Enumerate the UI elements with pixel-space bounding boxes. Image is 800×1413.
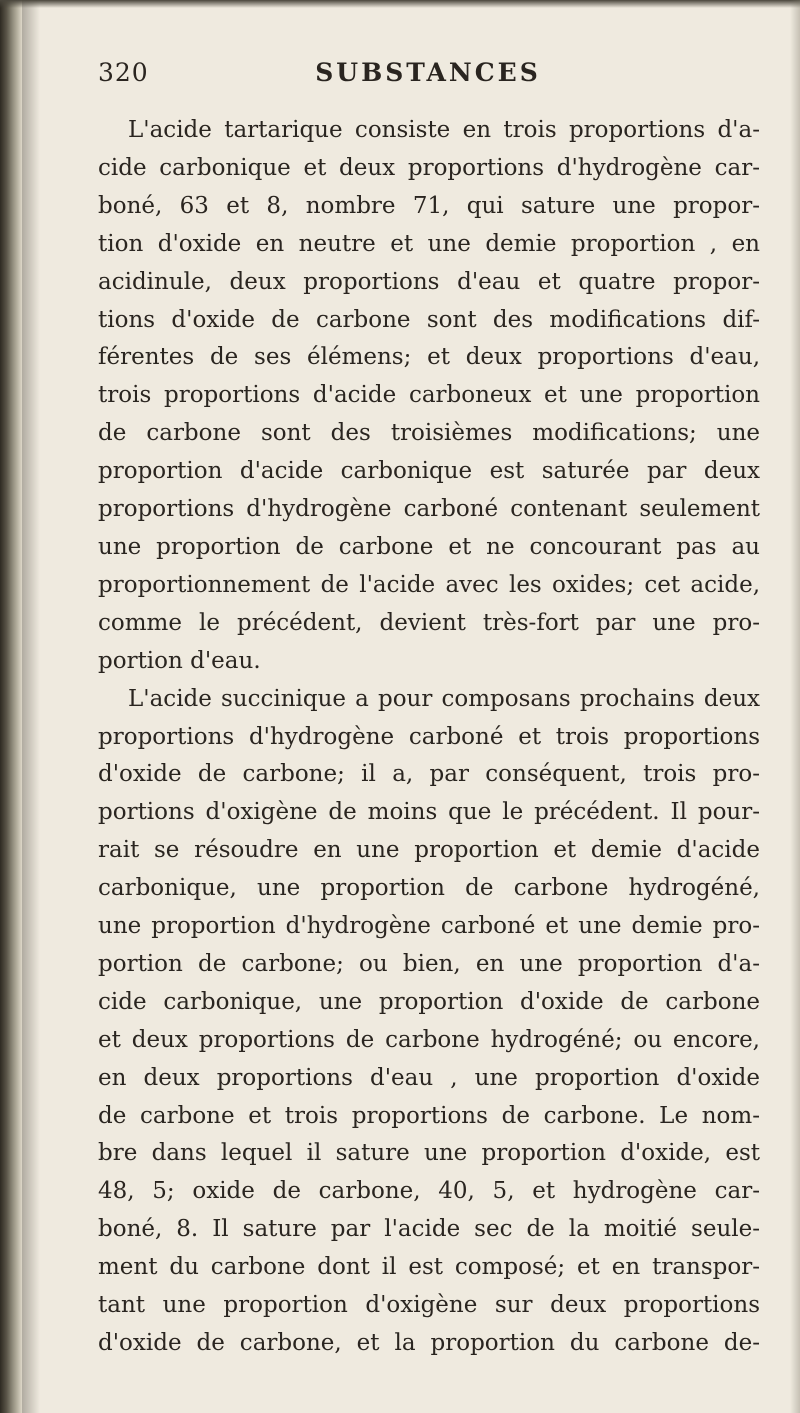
text-line: de carbone sont des troisièmes modifications; une bbox=[98, 420, 760, 447]
gutter-shadow bbox=[22, 0, 40, 1413]
text-line: d'oxide de carbone; il a, par conséquent, trois pro- bbox=[98, 761, 760, 788]
text-line: boné, 8. Il sature par l'acide sec de la moitié seule- bbox=[98, 1216, 760, 1243]
text-line: L'acide succinique a pour composans prochains deux bbox=[128, 685, 760, 712]
page-header bbox=[98, 58, 758, 98]
book-binding-edge bbox=[0, 0, 22, 1413]
text-line: tant une proportion d'oxigène sur deux proportions bbox=[98, 1292, 760, 1319]
text-line: 48, 5; oxide de carbone, 40, 5, et hydrogène car- bbox=[98, 1178, 760, 1205]
text-line: bre dans lequel il sature une proportion d'oxide, est bbox=[98, 1140, 760, 1167]
text-line: proportionnement de l'acide avec les oxides; cet acide, bbox=[98, 571, 760, 598]
text-line: cide carbonique et deux proportions d'hydrogène car- bbox=[98, 154, 760, 181]
text-line: férentes de ses élémens; et deux proportions d'eau, bbox=[98, 344, 760, 371]
paragraph-succinic-acid bbox=[98, 681, 760, 1363]
text-line: portion de carbone; ou bien, en une proportion d'a- bbox=[98, 950, 760, 977]
text-line: une proportion de carbone et ne concourant pas au bbox=[98, 533, 760, 560]
page-right-edge bbox=[790, 0, 800, 1413]
paragraph-tartaric-acid bbox=[98, 112, 760, 681]
text-line: de carbone et trois proportions de carbone. Le nom- bbox=[98, 1102, 760, 1129]
text-line: proportion d'acide carbonique est saturée par deux bbox=[98, 458, 760, 485]
text-line: portion d'eau. bbox=[98, 647, 261, 674]
text-line: cide carbonique, une proportion d'oxide de carbone bbox=[98, 988, 760, 1015]
text-line: et deux proportions de carbone hydrogéné; ou encore, bbox=[98, 1026, 760, 1053]
running-head: SUBSTANCES bbox=[315, 58, 541, 87]
page-top-edge bbox=[0, 0, 800, 8]
text-line: acidinule, deux proportions d'eau et quatre propor- bbox=[98, 268, 760, 295]
text-line: rait se résoudre en une proportion et demie d'acide bbox=[98, 837, 760, 864]
text-line: tion d'oxide en neutre et une demie proportion , en bbox=[98, 230, 760, 257]
text-line: comme le précédent, devient très-fort par une pro- bbox=[98, 609, 760, 636]
text-line: proportions d'hydrogène carboné contenant seulement bbox=[98, 496, 760, 523]
text-line: d'oxide de carbone, et la proportion du carbone de- bbox=[98, 1330, 760, 1356]
page-number: 320 bbox=[98, 58, 149, 87]
text-line: tions d'oxide de carbone sont des modifications dif- bbox=[98, 306, 760, 333]
text-line: boné, 63 et 8, nombre 71, qui sature une propor- bbox=[98, 192, 760, 219]
body-text bbox=[98, 112, 760, 1363]
text-line: ment du carbone dont il est composé; et en transpor- bbox=[98, 1254, 760, 1281]
text-line: proportions d'hydrogène carboné et trois proportions bbox=[98, 723, 760, 750]
text-line: une proportion d'hydrogène carboné et une demie pro- bbox=[98, 913, 760, 940]
text-line: portions d'oxigène de moins que le précédent. Il pour- bbox=[98, 799, 760, 826]
text-line: en deux proportions d'eau , une proportion d'oxide bbox=[98, 1064, 760, 1091]
text-line: L'acide tartarique consiste en trois proportions d'a- bbox=[128, 117, 760, 143]
text-line: carbonique, une proportion de carbone hydrogéné, bbox=[98, 875, 760, 902]
text-line: trois proportions d'acide carboneux et une proportion bbox=[98, 382, 760, 409]
